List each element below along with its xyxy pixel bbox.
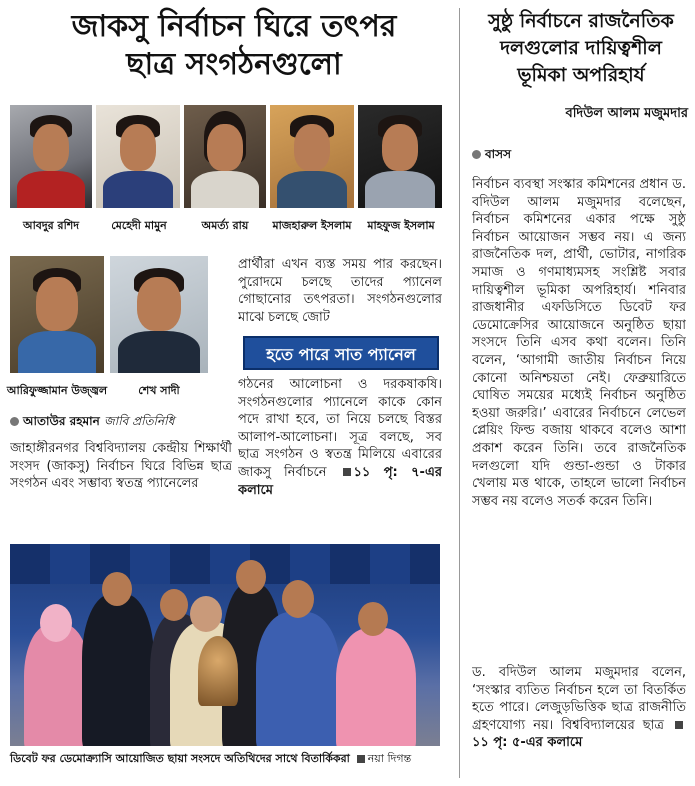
byline-role: জাবি প্রতিনিধি xyxy=(104,414,175,428)
body-right-column-top: প্রার্থীরা এখন ব্যস্ত সময় পার করছেন। পুরোদমে চলছে তাদের প্যানেল গোছানোর তৎপরতা। সংগঠনগুলোর মাঝে চলছে জোট xyxy=(238,257,442,325)
caption-amartya-roy: অমর্ত্য রায় xyxy=(201,219,249,232)
portrait-mehedi-mamun xyxy=(96,105,180,208)
caption-sheikh-sadi: শেখ সাদী xyxy=(138,384,180,397)
caption-mehedi-mamun: মেহেদী মামুন xyxy=(111,219,167,232)
body-right-bottom-text: গঠনের আলোচনা ও দরকষাকষি। সংগঠনগুলোর প্যানেলে কাকে কোন পদে রাখা হবে, তা নিয়ে চলছে বিস্তর আলাপ-আলোচনা। সূত্র বলছে, সব ছাত্র সংগঠন ও স্বতন্ত্র মিলিয়ে এবারের জাকসু নির্বাচনে xyxy=(238,377,442,480)
photo-credit: নয়া দিগন্ত xyxy=(367,752,412,765)
source-bullet-icon xyxy=(472,150,481,159)
portrait-sheikh-sadi xyxy=(110,256,208,373)
column-divider xyxy=(459,8,460,778)
event-photo xyxy=(10,544,440,746)
side-headline-line3: ভূমিকা অপরিহার্য xyxy=(517,64,645,86)
body-right-column-bottom xyxy=(238,376,442,520)
main-headline-line1: জাকসু নির্বাচন ঘিরে তৎপর xyxy=(71,9,397,44)
side-jump-text: ১১ পৃ: ৫-এর কলামে xyxy=(472,735,583,751)
side-body-para2 xyxy=(472,664,686,774)
portrait-abdur-rashid xyxy=(10,105,92,208)
body-left-column: জাহাঙ্গীরনগর বিশ্ববিদ্যালয় কেন্দ্রীয় শিক্ষার্থী সংসদ (জাকসু) নির্বাচন ঘিরে বিভিন্ন ছাত্র সংগঠন এবং সম্ভাব্য স্বতন্ত্র প্যানেলের xyxy=(10,441,232,492)
portrait-mazharul-islam xyxy=(270,105,354,208)
side-headline xyxy=(472,8,690,89)
side-headline-line2: দলগুলোর দায়িত্বশীল xyxy=(500,37,662,59)
portrait-mahfuz-islam xyxy=(358,105,442,208)
portrait-amartya-roy xyxy=(184,105,266,208)
caption-mazharul-islam: মাজহারুল ইসলাম xyxy=(272,219,352,232)
caption-mahfuz-islam: মাহফুজ ইসলাম xyxy=(367,219,435,232)
side-headline-line1: সুষ্ঠু নির্বাচনে রাজনৈতিক xyxy=(488,10,674,32)
portrait-arifuzzaman-ujjal xyxy=(10,256,104,373)
side-author: বদিউল আলম মজুমদার xyxy=(565,106,688,121)
side-para2-text: ড. বদিউল আলম মজুমদার বলেন, ‘সংস্কার ব্যতিত নির্বাচন হলে তা বিতর্কিত হতে পারে। লেজুড়ভিত্তিক ছাত্র রাজনীতি গ্রহণযোগ্য নয়। বিশ্ববিদ্যালয়ের ছাত্র xyxy=(472,665,686,733)
main-headline xyxy=(0,8,468,84)
subheading-banner: হতে পারে সাত প্যানেল xyxy=(243,336,439,370)
caption-arifuzzaman-ujjal: আরিফুজ্জামান উজ্জ্বল xyxy=(6,384,108,397)
photo-caption-text: ডিবেট ফর ডেমোক্র্যাসি আয়োজিত ছায়া সংসদে অতিথিদের সাথে বিতার্কিকরা xyxy=(10,752,350,765)
caption-square-icon xyxy=(357,755,365,763)
side-source-text: বাসস xyxy=(485,147,512,161)
photo-caption xyxy=(10,750,442,769)
byline-bullet-icon xyxy=(10,417,19,426)
jump-square-icon xyxy=(343,468,351,476)
byline xyxy=(10,413,240,433)
byline-name: আতাউর রহমান xyxy=(23,414,100,428)
side-source xyxy=(472,146,672,166)
caption-abdur-rashid: আবদুর রশিদ xyxy=(22,219,80,232)
jump-text: ১১ পৃ: ৭-এর কলামে xyxy=(238,464,442,498)
side-jump-square-icon xyxy=(675,721,683,729)
side-body-para1: নির্বাচন ব্যবস্থা সংস্কার কমিশনের প্রধান ড. বদিউল আলম মজুমদার বলেছেন, নির্বাচন কমিশনের একার পক্ষে সুষ্ঠু নির্বাচন আয়োজন সম্ভব নয়। এ জন্য রাজনৈতিক দল, প্রার্থী, ভোটার, নাগরিক সমাজ ও গণমাধ্যমসহ সংশ্লিষ্ট সবার দায়িত্বশীল ভূমিকা অপরিহার্য। শনিবার রাজধানীর এফডিসিতে ডিবেট ফর ডেমোক্রেসির আয়োজনে অনুষ্ঠিত ছায়া সংসদে তিনি এসব কথা বলেন। তিনি বলেন, ‘আগামী জাতীয় নির্বাচন নিয়ে কোনো অনিশ্চয়তা নেই। ফেব্রুয়ারিতে ঘোষিত সময়ের মধ্যেই নির্বাচন অনুষ্ঠিত হওয়া জরুরি।’ এবারের নির্বাচনে লেভেল প্লেয়িং ফিল্ড বজায় থাকবে বলেও আশা প্রকাশ করেন তিনি। তবে রাজনৈতিক দলগুলো যদি গুন্ডা-গুন্ডা ও টাকার খেলায় মত্ত থাকে, তাহলে ভালো নির্বাচন সম্ভব নয় বলেও সতর্ক করেন তিনি। xyxy=(472,177,686,509)
main-headline-line2: ছাত্র সংগঠনগুলো xyxy=(126,47,342,82)
